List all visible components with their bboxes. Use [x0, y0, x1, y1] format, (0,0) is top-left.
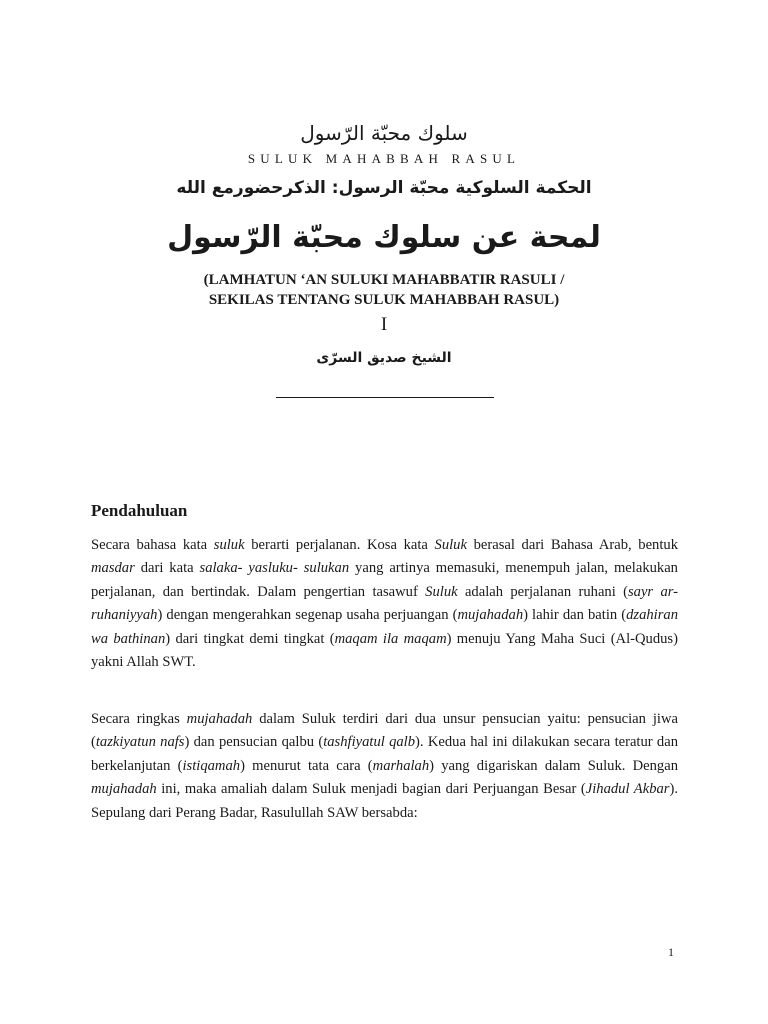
text-run: yang artinya memasuki, menempuh jalan, melakukan perjalanan, dan bertindak. Dalam pengertian tasawuf: [91, 560, 678, 600]
text-run: adalah perjalanan ruhani (: [457, 583, 628, 600]
arabic-title: سلوك محبّة الرّسول: [300, 121, 468, 145]
italic-term: istiqamah: [182, 757, 241, 774]
text-run: ini, maka amaliah dalam Suluk menjadi bagian dari Perjuangan Besar (: [156, 781, 586, 798]
section-heading: Pendahuluan: [91, 501, 188, 520]
arabic-subtitle: الحكمة السلوكية محبّة الرسول: الذكرحضورمع الله: [176, 178, 592, 198]
italic-term: tazkiyatun nafs: [95, 734, 185, 751]
transliteration-line-1: (LAMHATUN ‘AN SULUKI MAHABBATIR RASULI /: [203, 272, 565, 288]
text-run: ) dan pensucian qalbu (: [184, 734, 324, 751]
italic-term: dzahiran wa bathinan: [91, 607, 679, 647]
text-run: berarti perjalanan. Kosa kata: [244, 537, 435, 553]
italic-term: masdar: [91, 560, 135, 577]
italic-term: mujahadah: [457, 607, 524, 624]
italic-term: mujahadah: [186, 711, 253, 727]
text-run: Secara bahasa kata: [91, 537, 214, 553]
text-run: ) lahir dan batin (: [523, 607, 627, 624]
italic-term: Jihadul Akbar: [585, 781, 670, 798]
arabic-author: الشيخ صديق السرّى: [316, 350, 452, 366]
transliteration-line-2: SEKILAS TENTANG SULUK MAHABBAH RASUL): [208, 292, 560, 308]
italic-term: salaka- yasluku- sulukan: [199, 560, 350, 577]
text-run: ) dengan mengerahkan segenap usaha perjuangan (: [157, 607, 458, 624]
italic-term: Suluk: [434, 537, 467, 553]
text-run: ) yang digariskan dalam Suluk. Dengan: [429, 757, 678, 774]
text-run: dari kata: [134, 560, 200, 577]
italic-term: sayr ar-ruhaniyyah: [91, 583, 678, 624]
arabic-main-title: لمحة عن سلوك محبّة الرّسول: [167, 220, 601, 255]
text-run: ) dari tingkat demi tingkat (: [165, 630, 335, 647]
text-run: dalam Suluk terdiri dari dua unsur pensucian yaitu: pensucian jiwa (: [91, 711, 678, 751]
text-run: ) menuju Yang Maha Suci (Al-Qudus) yakni Allah SWT.: [91, 630, 678, 671]
text-run: berasal dari Bahasa Arab, bentuk: [466, 537, 678, 553]
italic-term: suluk: [213, 537, 245, 553]
italic-term: mujahadah: [91, 781, 157, 798]
text-run: ). Sepulang dari Perang Badar, Rasulullah SAW bersabda:: [91, 781, 678, 821]
part-number: I: [380, 314, 388, 335]
italic-term: tashfiyatul qalb: [323, 734, 416, 751]
paragraph-2: [91, 708, 678, 825]
text-run: Secara ringkas: [91, 711, 187, 727]
italic-term: Suluk: [425, 583, 458, 600]
italic-term: marhalah: [372, 757, 430, 774]
paragraph-1: [91, 534, 678, 674]
page-number: 1: [668, 945, 674, 959]
text-run: ) menurut tata cara (: [240, 757, 373, 774]
italic-term: maqam ila maqam: [334, 630, 447, 647]
title-divider: [276, 397, 494, 398]
text-run: ). Kedua hal ini dilakukan secara teratur dan berkelanjutan (: [91, 734, 678, 774]
latin-title: SULUK MAHABBAH RASUL: [247, 151, 521, 166]
